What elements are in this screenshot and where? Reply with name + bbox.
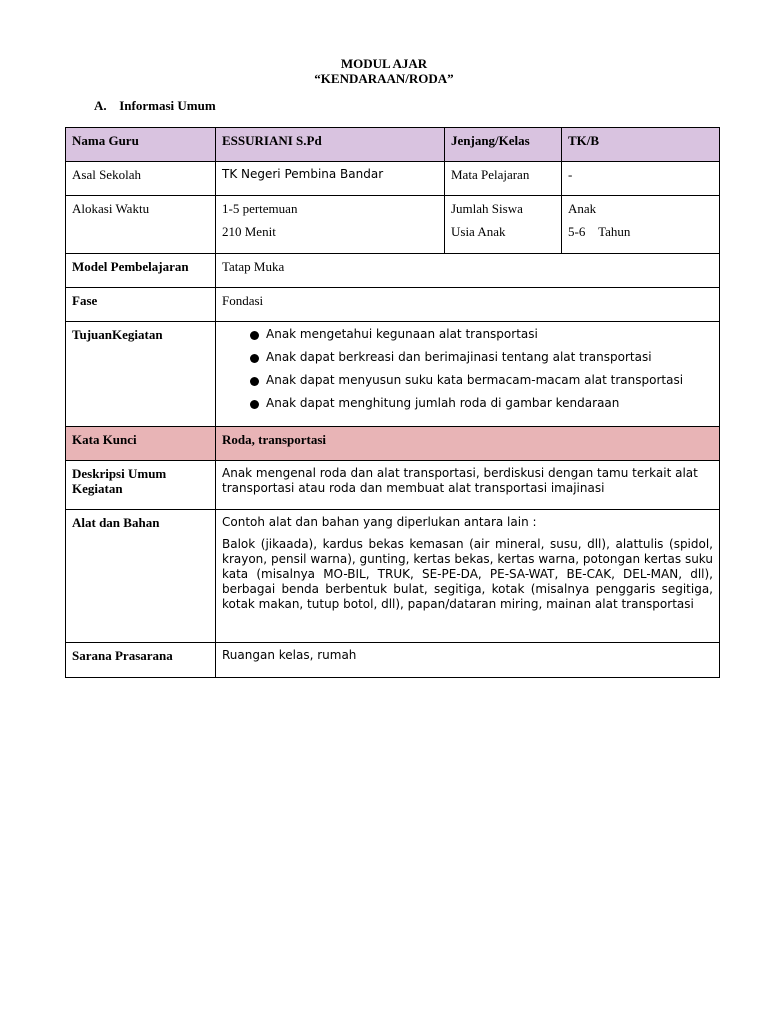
list-item: [244, 327, 713, 342]
label-sarana-prasarana: Sarana Prasarana: [66, 643, 216, 677]
value-jumlah-siswa: Anak: [568, 201, 597, 216]
tujuan-text: Anak dapat berkreasi dan berimajinasi tentang alat transportasi: [266, 350, 652, 364]
document-subtitle: “KENDARAAN/RODA”: [314, 71, 454, 86]
bullet-icon: [250, 354, 259, 363]
table-row-kata-kunci: [65, 427, 720, 461]
alat-bahan-intro: Contoh alat dan bahan yang diperlukan antara lain :: [222, 515, 537, 529]
label-model-pembelajaran: Model Pembelajaran: [66, 254, 216, 287]
label-deskripsi: Deskripsi Umum Kegiatan: [66, 461, 216, 509]
bullet-icon: [250, 331, 259, 340]
table-row-tujuan-kegiatan: [65, 322, 720, 427]
value-model-pembelajaran: Tatap Muka: [222, 259, 285, 274]
tujuan-text: Anak mengetahui kegunaan alat transportasi: [266, 327, 538, 341]
section-heading: [94, 98, 216, 114]
list-item: [244, 373, 713, 388]
value-usia-anak: 5-6 Tahun: [568, 224, 631, 239]
value-jenjang-kelas: TK/B: [562, 128, 719, 161]
value-nama-guru: ESSURIANI S.Pd: [216, 128, 445, 161]
document-title: MODUL AJAR: [340, 56, 428, 71]
value-kata-kunci: Roda, transportasi: [216, 427, 719, 460]
table-row-nama-guru: [65, 127, 720, 162]
info-table: [65, 127, 720, 678]
label-alokasi-waktu: Alokasi Waktu: [66, 196, 216, 253]
bullet-icon: [250, 377, 259, 386]
tujuan-text: Anak dapat menyusun suku kata bermacam-macam alat transportasi: [266, 373, 684, 387]
list-item: [244, 350, 713, 365]
table-row-alokasi-waktu: [65, 196, 720, 254]
bullet-icon: [250, 400, 259, 409]
table-row-deskripsi: [65, 461, 720, 510]
table-row-asal-sekolah: [65, 162, 720, 196]
section-number: A.: [94, 98, 107, 113]
value-deskripsi: Anak mengenal roda dan alat transportasi, berdiskusi dengan tamu terkait alat transportasi atau roda dan membuat alat transportasi imajinasi: [222, 466, 698, 495]
label-jenjang-kelas: Jenjang/Kelas: [445, 128, 562, 161]
label-nama-guru: Nama Guru: [66, 128, 216, 161]
label-alat-bahan: Alat dan Bahan: [66, 510, 216, 642]
table-row-alat-bahan: [65, 510, 720, 643]
alat-bahan-list: Balok (jikaada), kardus bekas kemasan (air mineral, susu, dll), alattulis (spidol, krayon, pensil warna), gunting, kertas bekas, kertas warna, potongan kertas suku kata (misalnya MO-BIL, TRUK, SE-PE-DA, PE-SA-WAT, BE-CAK, DEL-MAN, dll), berbagai benda berbentuk bulat, segitiga, kotak (misalnya penggaris segitiga, kotak makan, tutup botol, dll), papan/dataran miring, mainan alat transportasi: [222, 537, 713, 611]
value-alat-bahan: [216, 510, 719, 642]
list-item: [244, 396, 713, 411]
table-row-sarana-prasarana: [65, 643, 720, 678]
table-row-fase: [65, 288, 720, 322]
label-tujuan-kegiatan: TujuanKegiatan: [66, 322, 216, 426]
tujuan-list: [222, 327, 713, 411]
section-label: Informasi Umum: [119, 98, 216, 113]
label-mata-pelajaran: Mata Pelajaran: [445, 162, 562, 195]
label-kata-kunci: Kata Kunci: [66, 427, 216, 460]
tujuan-text: Anak dapat menghitung jumlah roda di gambar kendaraan: [266, 396, 620, 410]
value-menit: 210 Menit: [222, 224, 276, 239]
value-fase: Fondasi: [222, 293, 264, 308]
table-row-model-pembelajaran: [65, 254, 720, 288]
value-pertemuan: 1-5 pertemuan: [222, 201, 298, 216]
value-sarana-prasarana: Ruangan kelas, rumah: [222, 648, 357, 662]
label-asal-sekolah: Asal Sekolah: [66, 162, 216, 195]
label-jumlah-siswa: Jumlah Siswa: [451, 201, 523, 216]
value-tujuan-kegiatan: [216, 322, 719, 426]
labels-siswa-usia: [445, 196, 562, 253]
label-fase: Fase: [66, 288, 216, 321]
value-alokasi-waktu: [216, 196, 445, 253]
value-asal-sekolah: TK Negeri Pembina Bandar: [216, 162, 445, 195]
label-usia-anak: Usia Anak: [451, 224, 506, 239]
values-siswa-usia: [562, 196, 719, 253]
value-mata-pelajaran: -: [568, 167, 573, 182]
